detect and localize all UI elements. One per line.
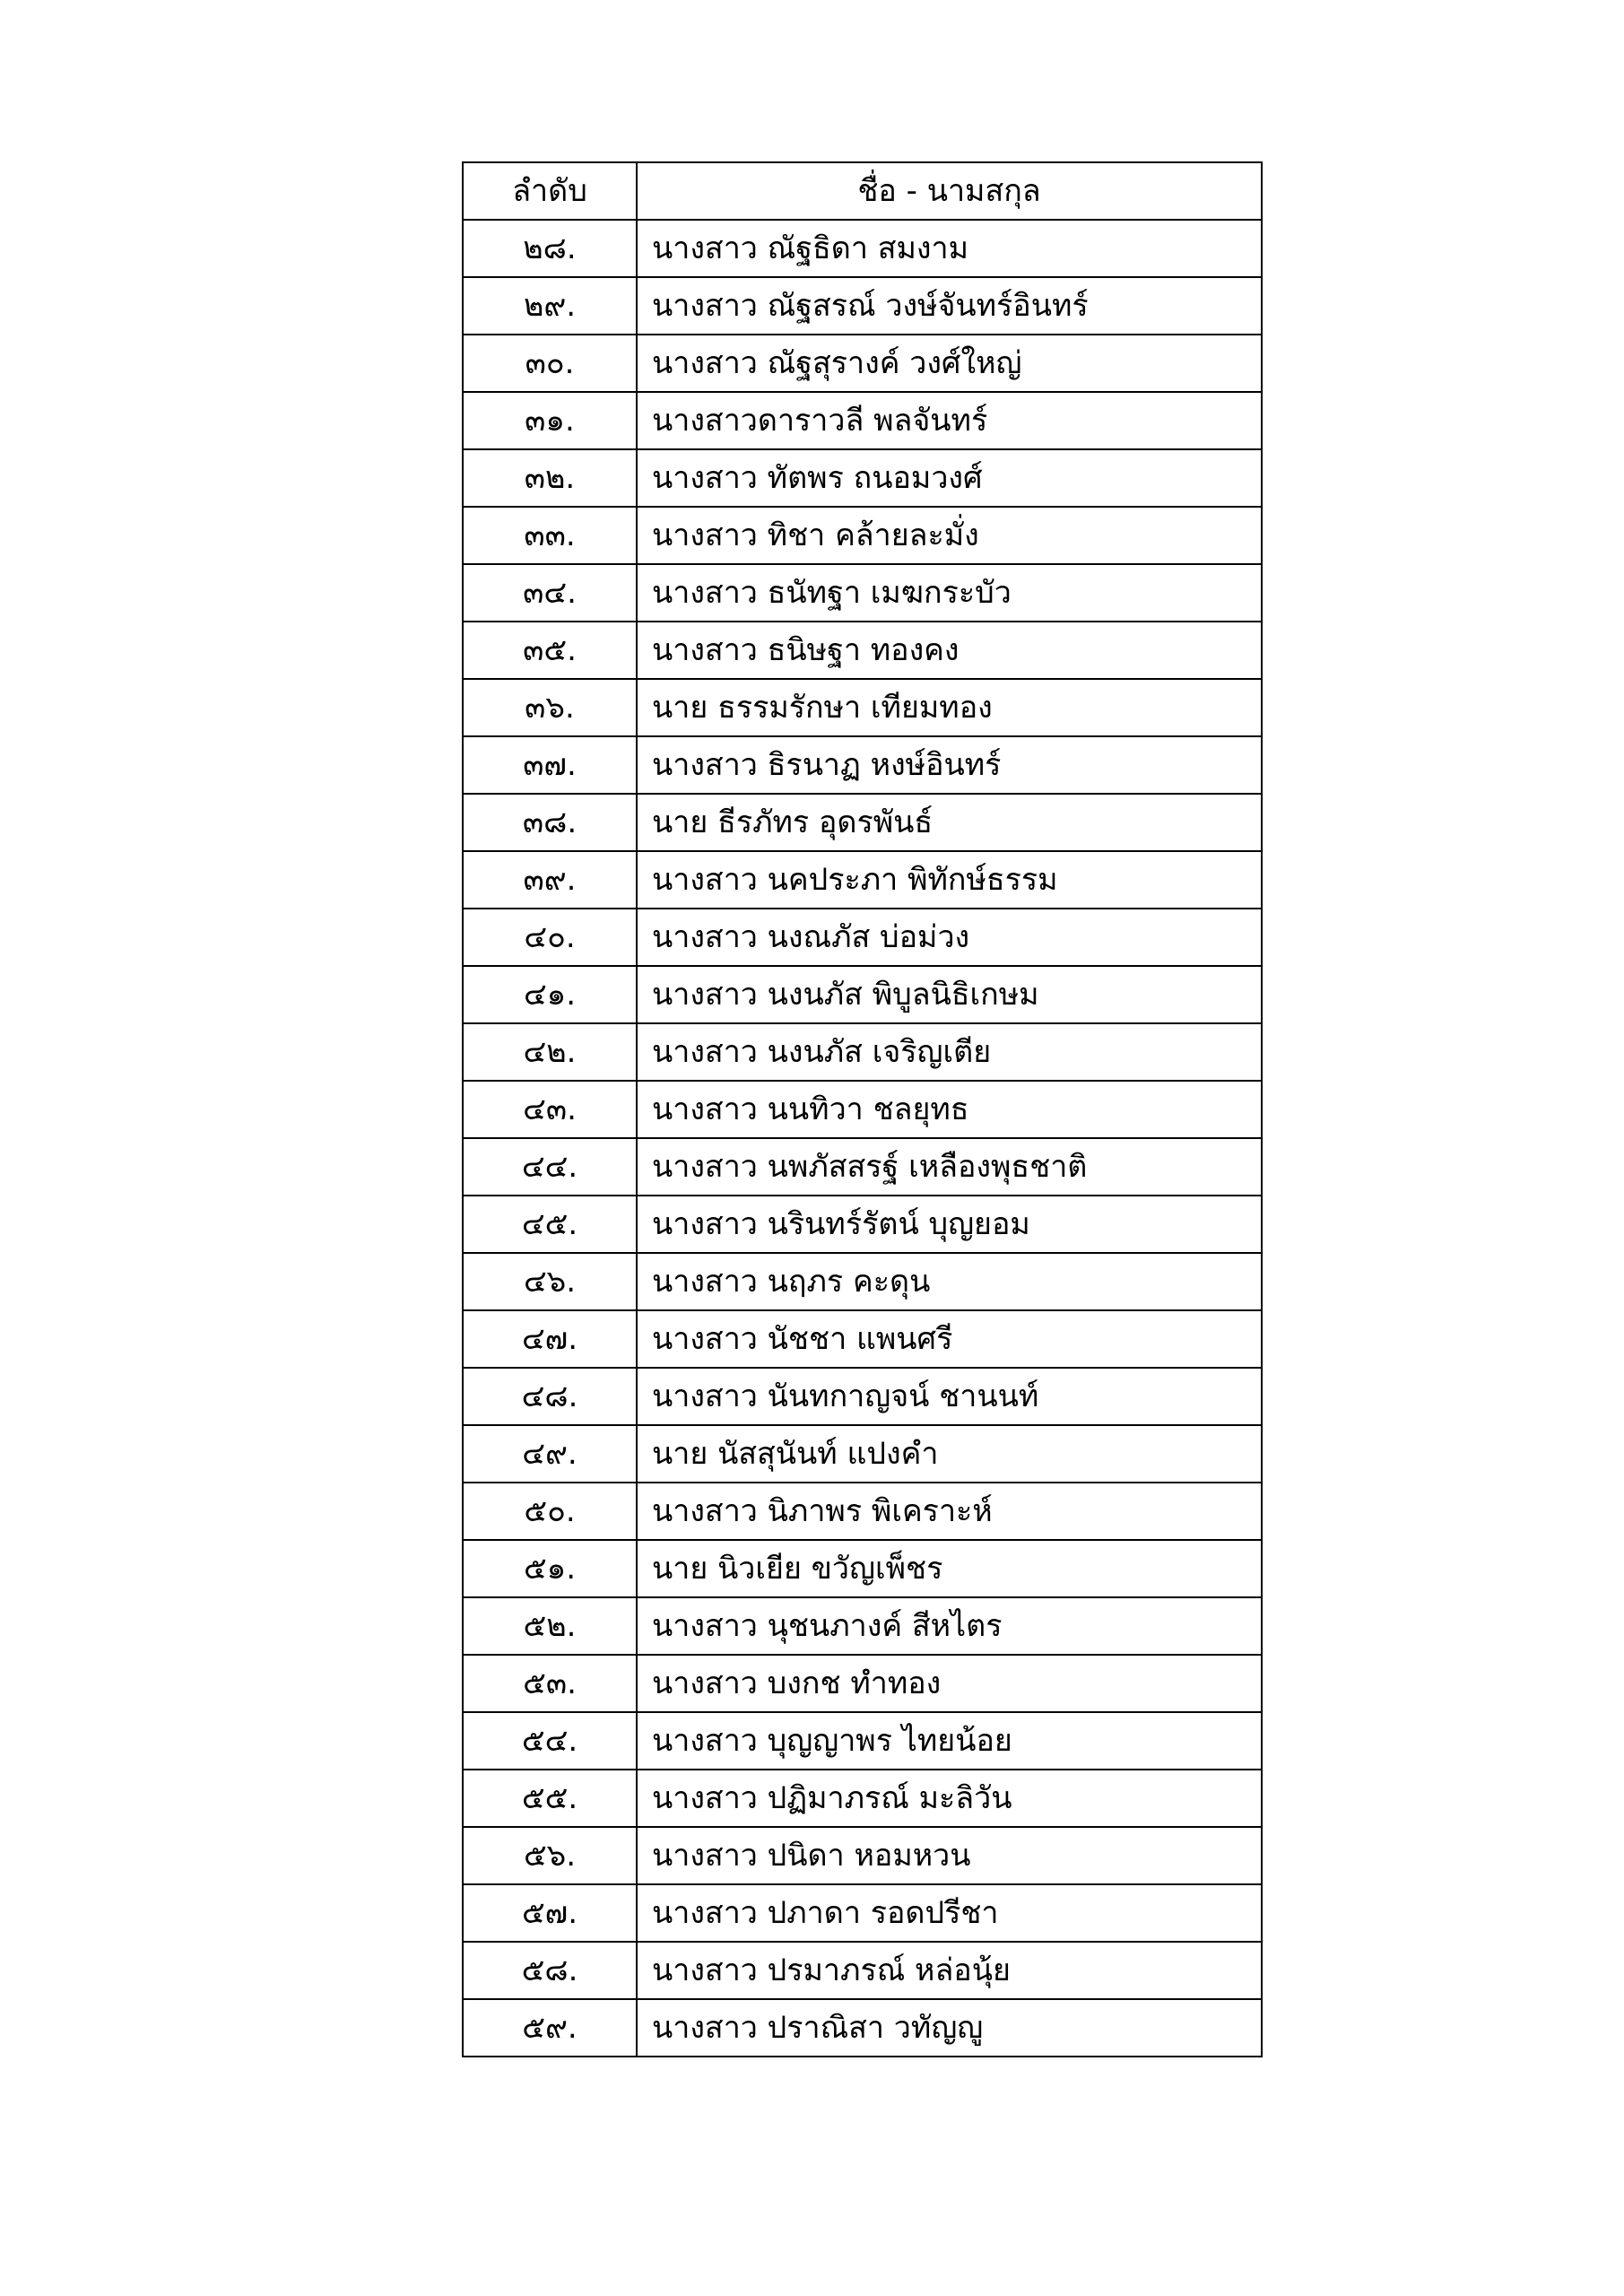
table-row xyxy=(463,851,1262,909)
row-order-number: ๓๒. xyxy=(463,449,637,507)
row-full-name: นางสาว ปภาดา รอดปรีชา xyxy=(637,1884,1262,1942)
header-order: ลำดับ xyxy=(463,162,637,220)
row-order-number: ๒๘. xyxy=(463,220,637,277)
row-full-name: นางสาว นรินทร์รัตน์ บุญยอม xyxy=(637,1196,1262,1253)
row-full-name: นางสาว นงนภัส พิบูลนิธิเกษม xyxy=(637,966,1262,1023)
table-row xyxy=(463,335,1262,392)
row-full-name: นางสาว นพภัสสรฐ์ เหลืองพุธชาติ xyxy=(637,1138,1262,1196)
row-order-number: ๓๕. xyxy=(463,622,637,679)
row-order-number: ๔๙. xyxy=(463,1425,637,1483)
row-full-name: นางสาว ปนิดา หอมหวน xyxy=(637,1827,1262,1884)
row-order-number: ๔๖. xyxy=(463,1253,637,1310)
row-order-number: ๔๘. xyxy=(463,1368,637,1425)
row-order-number: ๕๓. xyxy=(463,1655,637,1712)
table-row xyxy=(463,1310,1262,1368)
name-list-table xyxy=(462,161,1263,2057)
table-row xyxy=(463,909,1262,966)
row-order-number: ๓๗. xyxy=(463,736,637,794)
table-row xyxy=(463,449,1262,507)
row-order-number: ๕๖. xyxy=(463,1827,637,1884)
row-full-name: นาย ธรรมรักษา เทียมทอง xyxy=(637,679,1262,736)
row-order-number: ๓๘. xyxy=(463,794,637,851)
table-row xyxy=(463,1655,1262,1712)
row-order-number: ๓๔. xyxy=(463,564,637,622)
table-row xyxy=(463,1942,1262,1999)
row-full-name: นางสาว นันทกาญจน์ ชานนท์ xyxy=(637,1368,1262,1425)
row-full-name: นางสาว ทัตพร ถนอมวงศ์ xyxy=(637,449,1262,507)
row-full-name: นาย ธีรภัทร อุดรพันธ์ xyxy=(637,794,1262,851)
row-full-name: นางสาว นฤภร คะดุน xyxy=(637,1253,1262,1310)
row-order-number: ๓๙. xyxy=(463,851,637,909)
table-row xyxy=(463,1827,1262,1884)
header-row xyxy=(463,162,1262,220)
table-row xyxy=(463,507,1262,564)
row-full-name: นางสาว นคประภา พิทักษ์ธรรม xyxy=(637,851,1262,909)
table-row xyxy=(463,679,1262,736)
row-order-number: ๔๐. xyxy=(463,909,637,966)
table-row xyxy=(463,1023,1262,1081)
row-order-number: ๔๑. xyxy=(463,966,637,1023)
row-order-number: ๕๒. xyxy=(463,1597,637,1655)
row-full-name: นางสาว นนทิวา ชลยุทธ xyxy=(637,1081,1262,1138)
row-order-number: ๔๗. xyxy=(463,1310,637,1368)
table-row xyxy=(463,220,1262,277)
row-full-name: นางสาว ธนัทฐา เมฆกระบัว xyxy=(637,564,1262,622)
row-order-number: ๕๘. xyxy=(463,1942,637,1999)
table-row xyxy=(463,1425,1262,1483)
table-row xyxy=(463,277,1262,335)
row-order-number: ๔๒. xyxy=(463,1023,637,1081)
table-row xyxy=(463,1999,1262,2057)
row-order-number: ๒๙. xyxy=(463,277,637,335)
row-full-name: นางสาว นุชนภางค์ สีหไตร xyxy=(637,1597,1262,1655)
row-full-name: นางสาว ปรมาภรณ์ หล่อนุ้ย xyxy=(637,1942,1262,1999)
header-name: ชื่อ - นามสกุล xyxy=(637,162,1262,220)
table-body xyxy=(463,220,1262,2057)
table-row xyxy=(463,622,1262,679)
row-order-number: ๓๑. xyxy=(463,392,637,449)
table-row xyxy=(463,1597,1262,1655)
row-full-name: นางสาว ณัฐสรณ์ วงษ์จันทร์อินทร์ xyxy=(637,277,1262,335)
table-row xyxy=(463,392,1262,449)
table-row xyxy=(463,1368,1262,1425)
row-order-number: ๔๓. xyxy=(463,1081,637,1138)
row-full-name: นางสาว ณัฐสุรางค์ วงศ์ใหญ่ xyxy=(637,335,1262,392)
table-row xyxy=(463,1081,1262,1138)
row-order-number: ๔๔. xyxy=(463,1138,637,1196)
row-order-number: ๕๔. xyxy=(463,1712,637,1770)
table-row xyxy=(463,1884,1262,1942)
table-header xyxy=(463,162,1262,220)
table-row xyxy=(463,564,1262,622)
table-row xyxy=(463,1196,1262,1253)
row-order-number: ๓๐. xyxy=(463,335,637,392)
row-order-number: ๕๗. xyxy=(463,1884,637,1942)
row-full-name: นางสาว ณัฐธิดา สมงาม xyxy=(637,220,1262,277)
row-order-number: ๕๙. xyxy=(463,1999,637,2057)
table-row xyxy=(463,1138,1262,1196)
row-full-name: นางสาว ทิชา คล้ายละมั่ง xyxy=(637,507,1262,564)
row-full-name: นางสาว นิภาพร พิเคราะห์ xyxy=(637,1483,1262,1540)
row-order-number: ๓๓. xyxy=(463,507,637,564)
row-full-name: นางสาว ธนิษฐา ทองคง xyxy=(637,622,1262,679)
row-full-name: นาย นัสสุนันท์ แปงคำ xyxy=(637,1425,1262,1483)
table-row xyxy=(463,966,1262,1023)
row-full-name: นางสาว ปฏิมาภรณ์ มะลิวัน xyxy=(637,1770,1262,1827)
row-full-name: นาย นิวเยีย ขวัญเพ็ชร xyxy=(637,1540,1262,1597)
table-row xyxy=(463,1483,1262,1540)
row-full-name: นางสาว บงกช ทำทอง xyxy=(637,1655,1262,1712)
table-row xyxy=(463,1770,1262,1827)
row-full-name: นางสาว นัชชา แพนศรี xyxy=(637,1310,1262,1368)
row-order-number: ๔๕. xyxy=(463,1196,637,1253)
row-full-name: นางสาว ปราณิสา วทัญญู xyxy=(637,1999,1262,2057)
row-full-name: นางสาว ธิรนาฏ หงษ์อินทร์ xyxy=(637,736,1262,794)
row-order-number: ๕๐. xyxy=(463,1483,637,1540)
row-full-name: นางสาว นงณภัส บ่อม่วง xyxy=(637,909,1262,966)
table-row xyxy=(463,794,1262,851)
table-row xyxy=(463,1540,1262,1597)
row-full-name: นางสาวดาราวลี พลจันทร์ xyxy=(637,392,1262,449)
row-order-number: ๓๖. xyxy=(463,679,637,736)
row-full-name: นางสาว บุญญาพร ไทยน้อย xyxy=(637,1712,1262,1770)
table-row xyxy=(463,1712,1262,1770)
row-order-number: ๕๕. xyxy=(463,1770,637,1827)
row-order-number: ๕๑. xyxy=(463,1540,637,1597)
table-row xyxy=(463,1253,1262,1310)
table-row xyxy=(463,736,1262,794)
row-full-name: นางสาว นงนภัส เจริญเตีย xyxy=(637,1023,1262,1081)
